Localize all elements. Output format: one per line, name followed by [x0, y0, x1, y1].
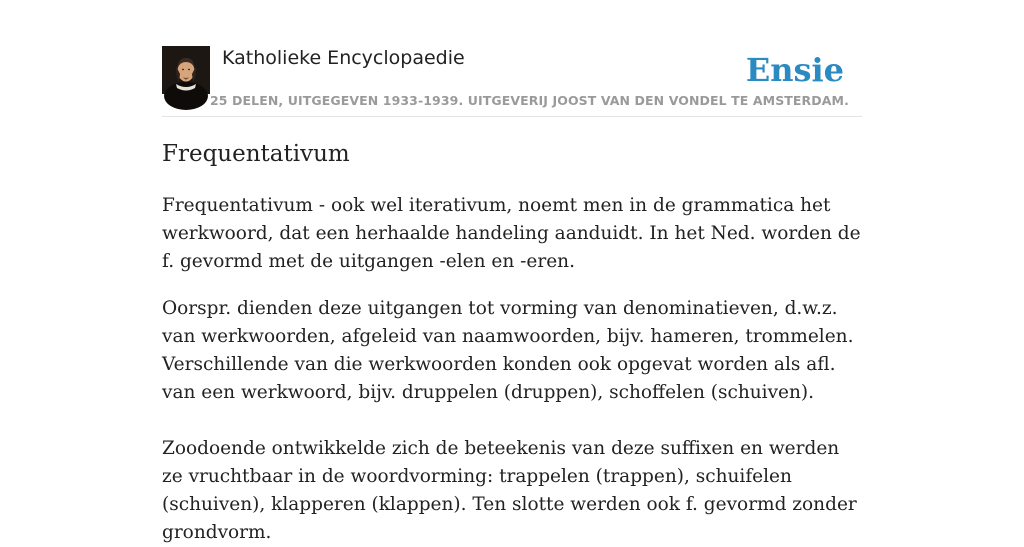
- portrait-image: [162, 46, 210, 94]
- avatar[interactable]: [162, 46, 210, 94]
- article-paragraph: Zoodoende ontwikkelde zich de beteekenis van deze suffixen en werden ze vruchtbaar in de woordvorming: trappelen (trappen), schuifelen (schuiven), klapperen (klappen). Ten slotte werden ook f. gevormd zonder grondvorm.: [162, 438, 857, 543]
- ensie-logo[interactable]: Ensie: [745, 51, 844, 89]
- article-title: Frequentativum: [162, 141, 350, 167]
- site-header: [162, 46, 862, 117]
- article-paragraph: Oorspr. dienden deze uitgangen tot vorming van denominatieven, d.w.z. van werkwoorden, afgeleid van naamwoorden, bijv. hameren, trommelen. Verschillende van die werkwoorden konden ook opgevat worden als afl. van een werkwoord, bijv. druppelen (druppen), schoffelen (schuiven).: [162, 298, 854, 403]
- article: [162, 138, 862, 547]
- site-title[interactable]: Katholieke Encyclopaedie: [222, 47, 465, 69]
- site-subtitle: 25 DELEN, UITGEGEVEN 1933-1939. UITGEVERIJ JOOST VAN DEN VONDEL TE AMSTERDAM.: [210, 93, 849, 108]
- article-paragraph: Frequentativum - ook wel iterativum, noemt men in de grammatica het werkwoord, dat een herhaalde handeling aanduidt. In het Ned. worden de f. gevormd met de uitgangen -elen en -eren.: [162, 195, 861, 272]
